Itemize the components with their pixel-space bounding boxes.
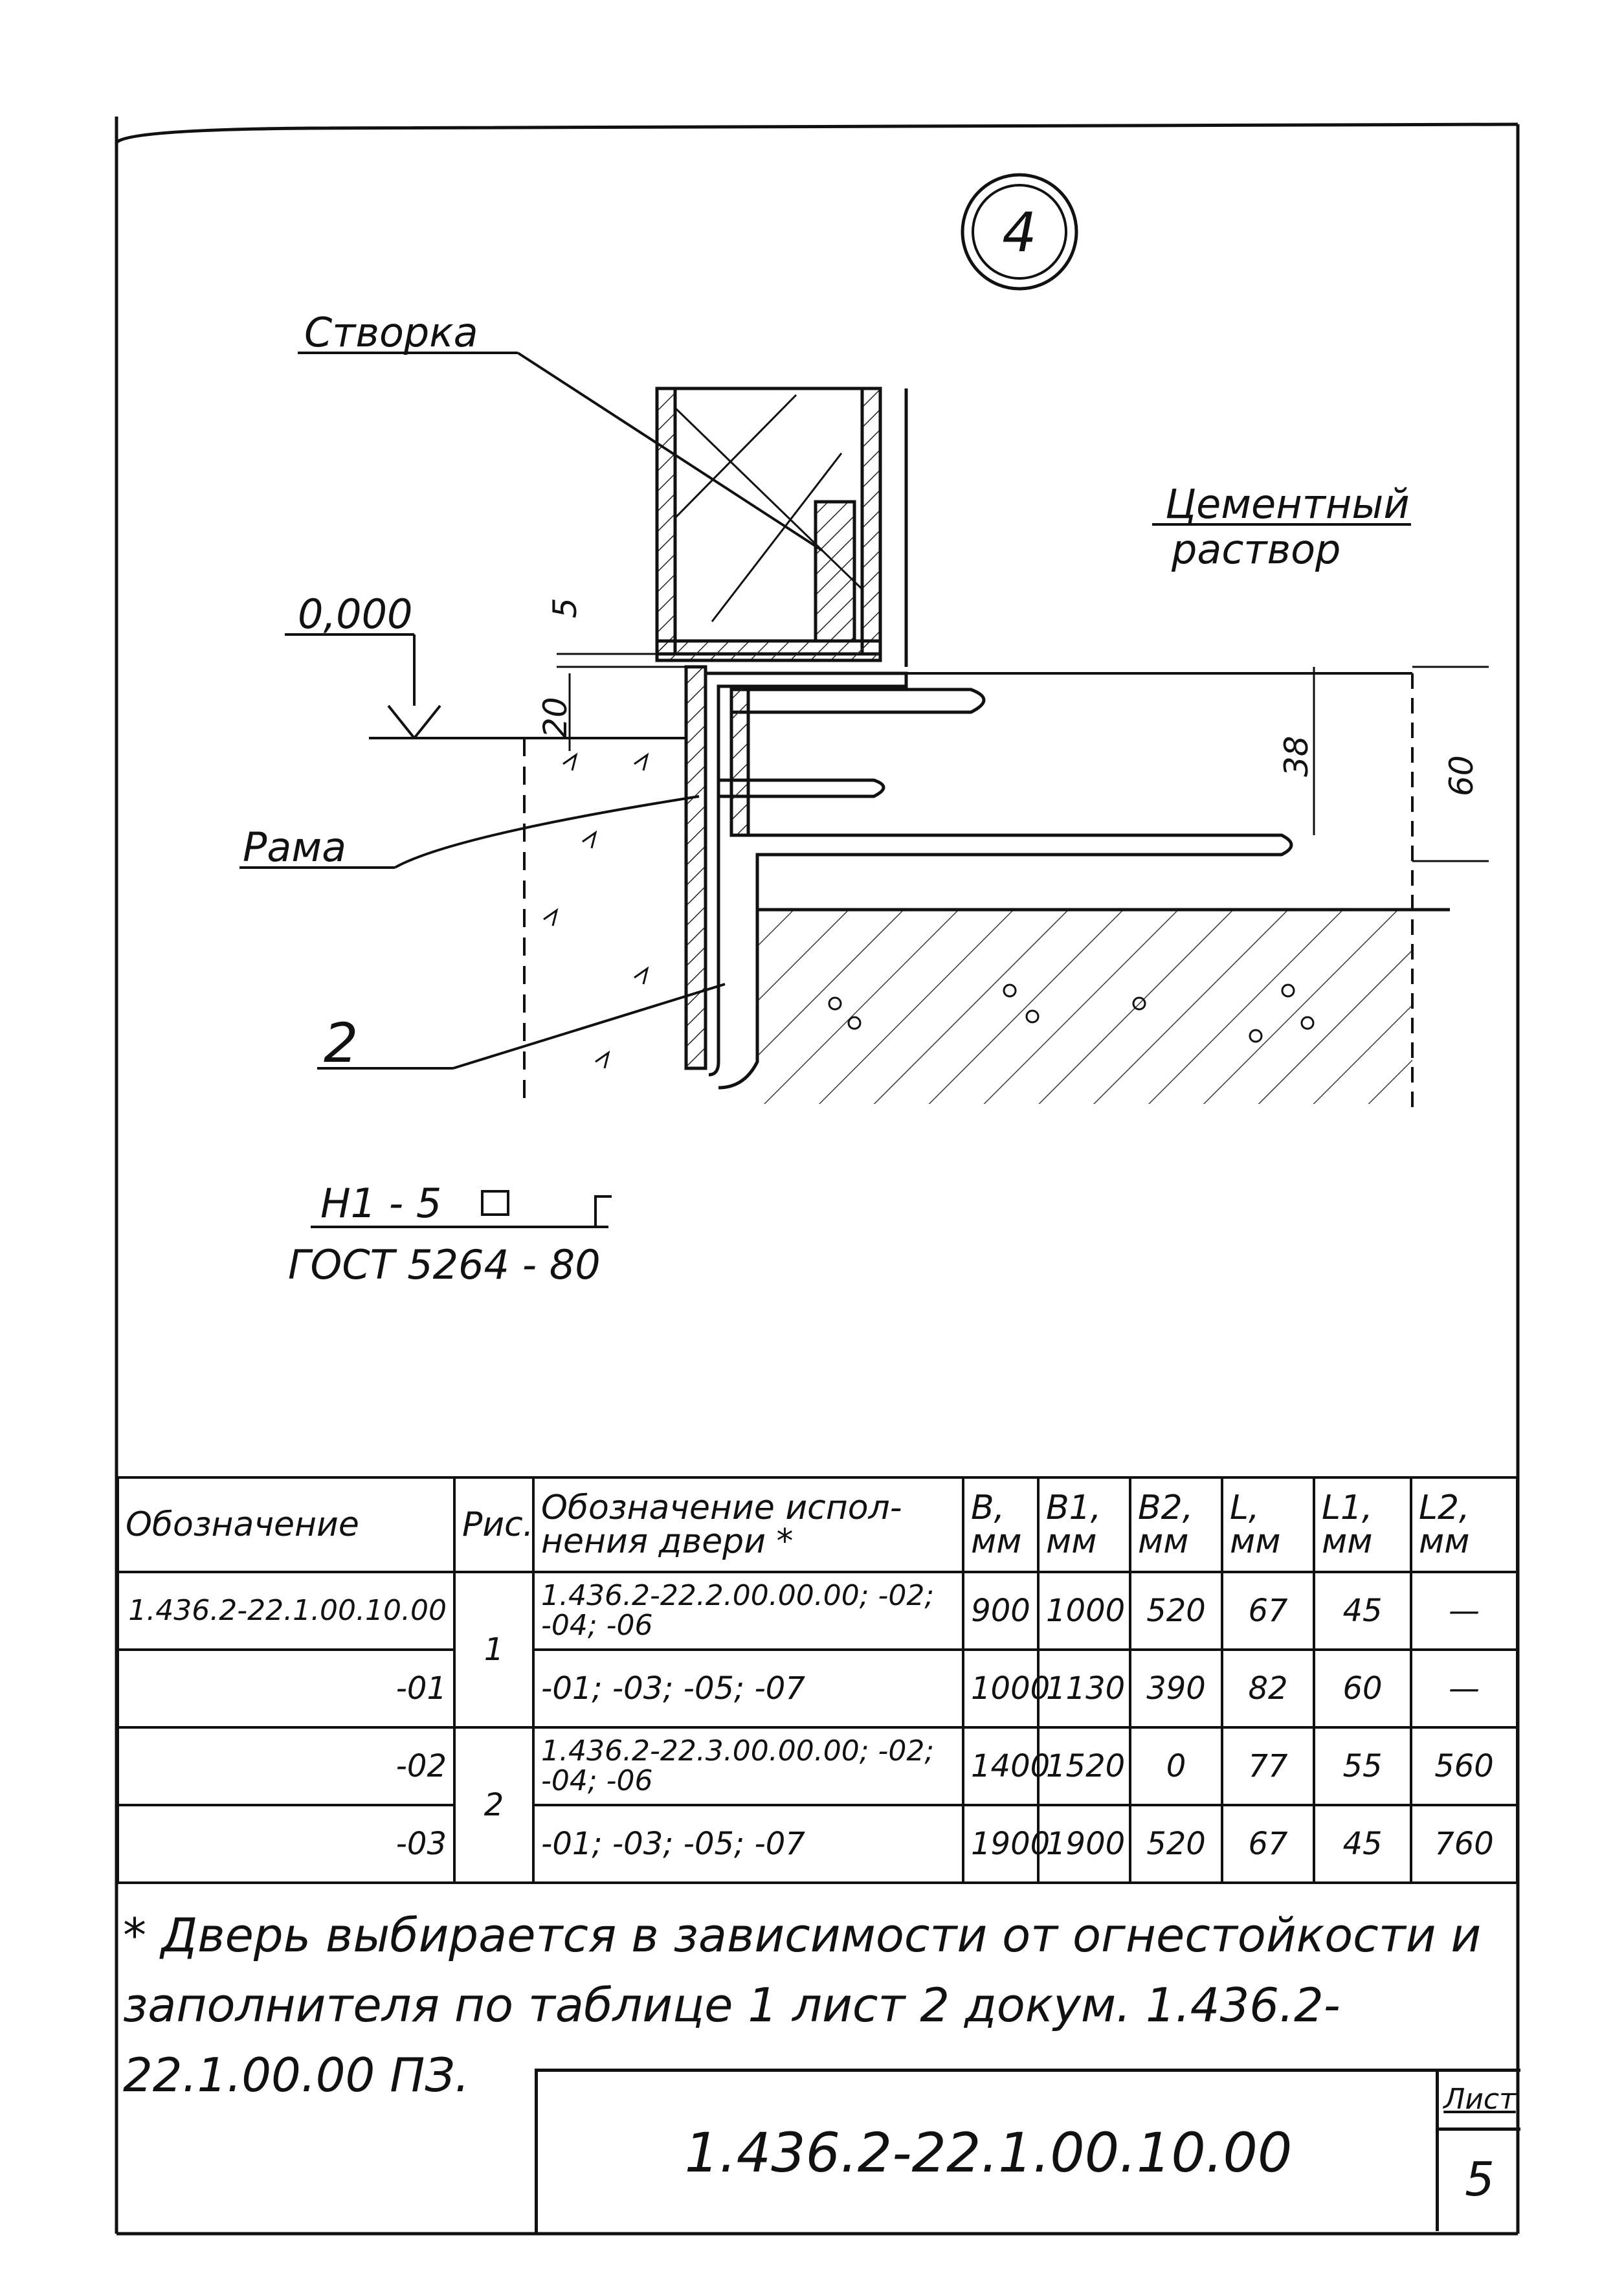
cell-l2: — xyxy=(1411,1650,1517,1727)
th-b1: В1, мм xyxy=(1038,1477,1130,1572)
cell-variant: -01; -03; -05; -07 xyxy=(533,1650,963,1727)
th-l: L, мм xyxy=(1222,1477,1314,1572)
table-row xyxy=(118,1805,1517,1883)
cell-b2: 0 xyxy=(1130,1727,1222,1805)
cell-variant: -01; -03; -05; -07 xyxy=(533,1805,963,1883)
dim-5: 5 xyxy=(546,598,584,618)
cell-figure: 1 xyxy=(454,1572,533,1727)
sheet-number: 5 xyxy=(1436,2127,1520,2231)
dim-38: 38 xyxy=(1278,735,1315,777)
title-block xyxy=(535,2069,1520,2234)
dim-60: 60 xyxy=(1443,755,1480,796)
cell-variant: 1.436.2-22.2.00.00.00; -02; -04; -06 xyxy=(533,1572,963,1650)
sash-section xyxy=(657,388,906,667)
cell-b1: 1130 xyxy=(1038,1650,1130,1727)
stvorka-label: Створка xyxy=(304,309,478,356)
cell-l: 77 xyxy=(1222,1727,1314,1805)
cell-l1: 60 xyxy=(1314,1650,1411,1727)
th-variant: Обозначение испол-нения двери * xyxy=(533,1477,963,1572)
cell-b1: 1900 xyxy=(1038,1805,1130,1883)
table-row xyxy=(118,1650,1517,1727)
th-b2: В2, мм xyxy=(1130,1477,1222,1572)
cell-figure: 2 xyxy=(454,1727,533,1883)
footnote: * Дверь выбирается в зависимости от огнестойкости и заполнителя по таблице 1 лист 2 докум. 1.436.2-22.1.00.00 ПЗ. xyxy=(123,1908,1482,2102)
th-b: В, мм xyxy=(963,1477,1038,1572)
cell-b2: 520 xyxy=(1130,1572,1222,1650)
cell-l2: — xyxy=(1411,1572,1517,1650)
callout-circle xyxy=(962,175,1076,289)
cell-l: 82 xyxy=(1222,1650,1314,1727)
sheet-label: Лист xyxy=(1436,2072,1520,2131)
cement-label-2: раствор xyxy=(1172,526,1341,573)
th-designation: Обозначение xyxy=(118,1477,454,1572)
document-code: 1.436.2-22.1.00.10.00 xyxy=(684,2121,1293,2184)
weld-symbol xyxy=(288,1180,612,1288)
cell-b1: 1000 xyxy=(1038,1572,1130,1650)
level-mark xyxy=(285,634,524,738)
table-row xyxy=(118,1572,1517,1650)
cell-l1: 55 xyxy=(1314,1727,1411,1805)
cell-b: 900 xyxy=(963,1572,1038,1650)
spec-table-container xyxy=(117,1476,1516,1884)
th-l2: L2, мм xyxy=(1411,1477,1517,1572)
cell-b1: 1520 xyxy=(1038,1727,1130,1805)
rama-label: Рама xyxy=(243,824,347,871)
cell-l1: 45 xyxy=(1314,1805,1411,1883)
cell-l: 67 xyxy=(1222,1805,1314,1883)
table-row xyxy=(118,1727,1517,1805)
cell-l1: 45 xyxy=(1314,1572,1411,1650)
cell-l: 67 xyxy=(1222,1572,1314,1650)
cell-b: 1900 xyxy=(963,1805,1038,1883)
cell-b: 1400 xyxy=(963,1727,1038,1805)
level-mark-label: 0,000 xyxy=(298,590,413,638)
callout-number: 4 xyxy=(1002,201,1037,264)
cell-b2: 390 xyxy=(1130,1650,1222,1727)
table-header-row xyxy=(118,1477,1517,1572)
th-figure: Рис. xyxy=(454,1477,533,1572)
cell-designation: 1.436.2-22.1.00.10.00 xyxy=(118,1572,454,1650)
cell-l2: 560 xyxy=(1411,1727,1517,1805)
item-2-label: 2 xyxy=(324,1011,359,1075)
dim-20: 20 xyxy=(537,697,574,738)
cement-label-1: Цементный xyxy=(1165,480,1410,528)
cell-designation: -02 xyxy=(118,1727,454,1805)
spec-table xyxy=(117,1476,1518,1884)
cell-designation: -01 xyxy=(118,1650,454,1727)
cell-variant: 1.436.2-22.3.00.00.00; -02; -04; -06 xyxy=(533,1727,963,1805)
cell-b: 1000 xyxy=(963,1650,1038,1727)
weld-symbol-text: Н1 - 5 xyxy=(320,1180,442,1227)
cell-l2: 760 xyxy=(1411,1805,1517,1883)
gost-text: ГОСТ 5264 - 80 xyxy=(288,1241,601,1288)
cell-designation: -03 xyxy=(118,1805,454,1883)
th-l1: L1, мм xyxy=(1314,1477,1411,1572)
cell-b2: 520 xyxy=(1130,1805,1222,1883)
